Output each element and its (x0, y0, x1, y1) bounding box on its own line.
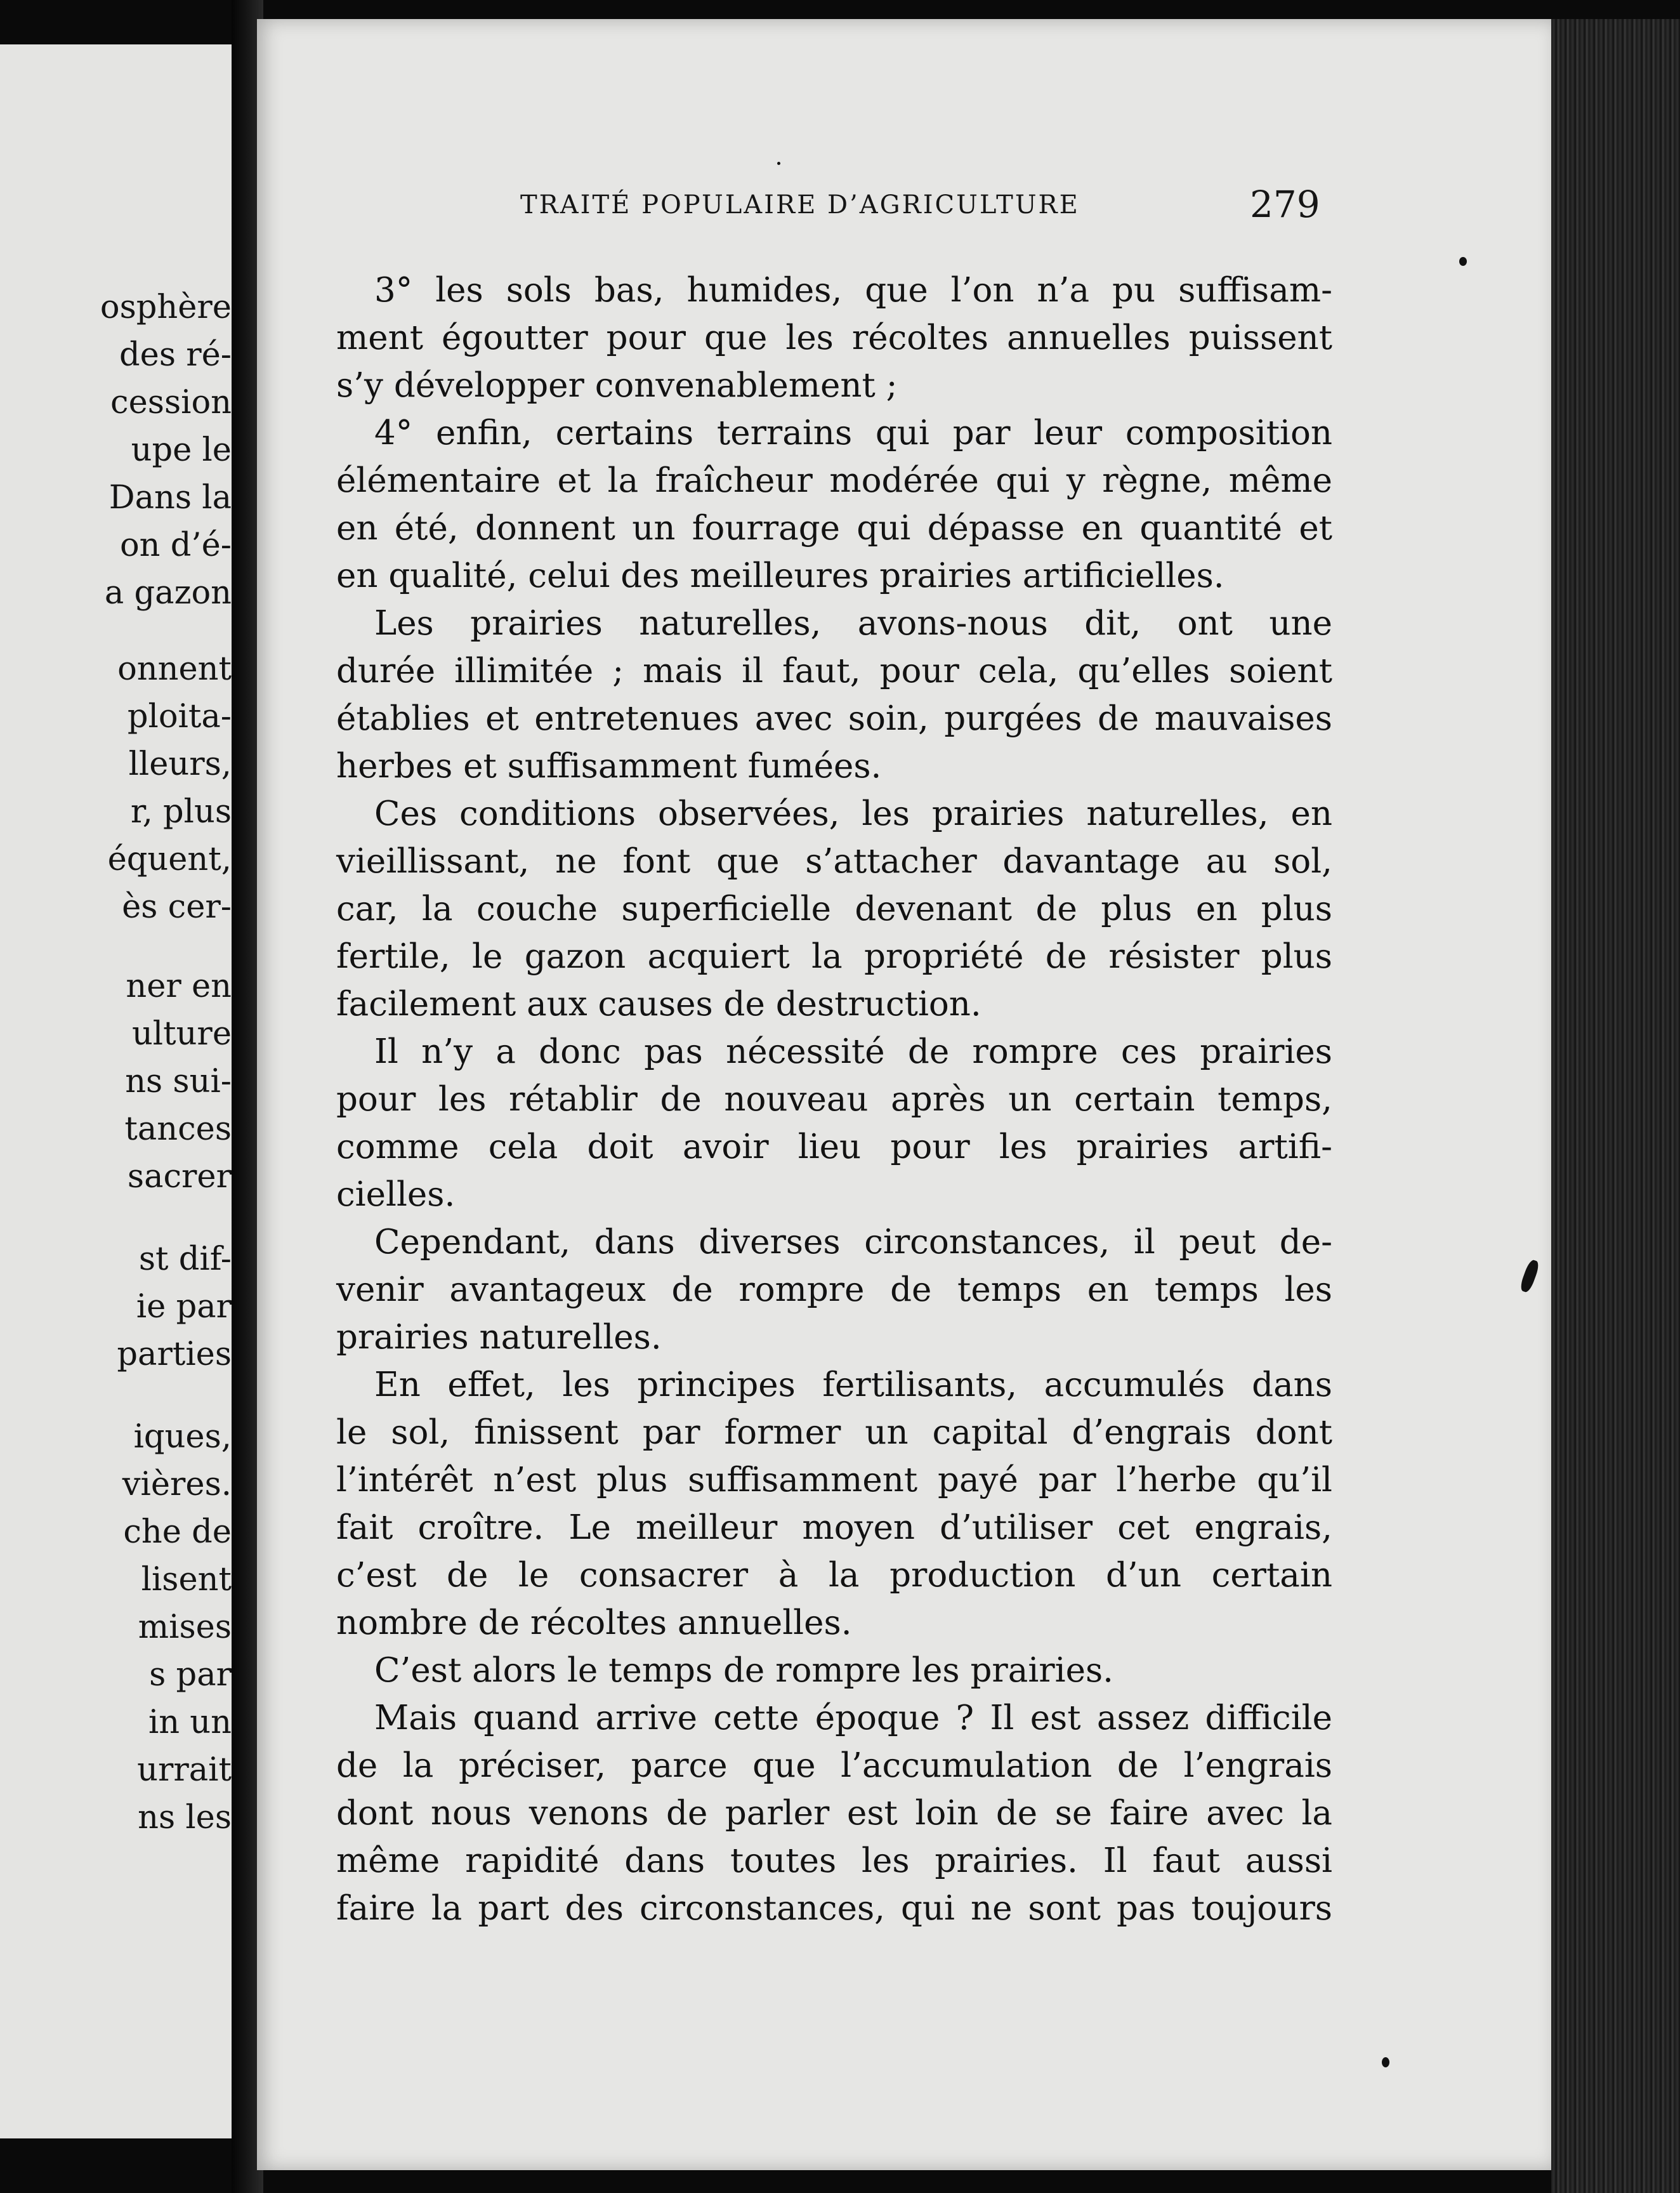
text-line: ment égoutter pour que les récoltes annuelles puissent (336, 319, 1332, 357)
facing-page-line: ns les (138, 1799, 232, 1836)
text-line: l’intérêt n’est plus suffisamment payé par l’herbe qu’il (336, 1461, 1332, 1499)
text-line: prairies naturelles. (336, 1318, 662, 1357)
page-number: 279 (1250, 183, 1320, 226)
text-line: Il n’y a donc pas nécessité de rompre ces prairies (374, 1032, 1332, 1071)
text-line: C’est alors le temps de rompre les prairies. (374, 1651, 1113, 1690)
facing-page-line: on d’é- (119, 527, 232, 564)
text-line: dont nous venons de parler est loin de se faire avec la (336, 1794, 1332, 1833)
text-line: 3° les sols bas, humides, que l’on n’a pu suffisam- (374, 271, 1332, 310)
facing-page-line: urrait (137, 1751, 232, 1789)
facing-page-line: ns sui- (125, 1063, 232, 1100)
facing-page-line: in un (148, 1704, 232, 1741)
scan-speck (1459, 257, 1467, 266)
text-line: pour les rétablir de nouveau après un certain temps, (336, 1080, 1332, 1119)
facing-page-line: upe le (131, 431, 232, 469)
text-line: élémentaire et la fraîcheur modérée qui y règne, même (336, 461, 1332, 500)
text-line: le sol, finissent par former un capital d’engrais dont (336, 1413, 1332, 1452)
text-line: c’est de le consacrer à la production d’un certain (336, 1556, 1332, 1595)
facing-page-line: équent, (107, 841, 232, 878)
facing-page-line: des ré- (119, 336, 232, 374)
text-line: Ces conditions observées, les prairies naturelles, en (374, 794, 1332, 833)
facing-page-line: lleurs, (128, 746, 232, 783)
text-line: établies et entretenues avec soin, purgées de mauvaises (336, 699, 1332, 738)
text-line: même rapidité dans toutes les prairies. Il faut aussi (336, 1841, 1332, 1880)
facing-page-line: st dif- (138, 1241, 232, 1278)
facing-page-line: ie par (136, 1288, 232, 1326)
facing-page-line: mises (138, 1609, 232, 1646)
facing-page-line: tances (124, 1110, 232, 1148)
facing-page-line: sacrer (127, 1158, 232, 1195)
facing-page-line: parties (117, 1336, 232, 1373)
facing-page-line: r, plus (130, 793, 232, 831)
text-line: herbes et suffisamment fumées. (336, 747, 882, 786)
text-line: s’y développer convenablement ; (336, 366, 898, 405)
text-line: Mais quand arrive cette époque ? Il est assez difficile (374, 1699, 1332, 1737)
facing-page-line: onnent (117, 650, 232, 688)
text-line: venir avantageux de rompre de temps en temps les (336, 1270, 1332, 1309)
page-edges (1551, 19, 1680, 2193)
facing-page-line: Dans la (108, 479, 232, 517)
text-line: fait croître. Le meilleur moyen d’utiliser cet engrais, (336, 1508, 1332, 1547)
text-line: en qualité, celui des meilleures prairies artificielles. (336, 556, 1224, 595)
text-line: comme cela doit avoir lieu pour les prairies artifi- (336, 1128, 1332, 1166)
text-line: fertile, le gazon acquiert la propriété de résister plus (336, 937, 1332, 976)
facing-page-fragment (0, 44, 232, 2138)
text-line: car, la couche superficielle devenant de plus en plus (336, 890, 1332, 928)
scan-speck (777, 162, 780, 165)
facing-page-line: a gazon (104, 574, 232, 612)
text-line: durée illimitée ; mais il faut, pour cela, qu’elles soient (336, 652, 1332, 690)
facing-page-line: osphère (100, 289, 232, 326)
text-line: cielles. (336, 1175, 456, 1214)
text-line: facilement aux causes de destruction. (336, 985, 981, 1024)
text-line: Les prairies naturelles, avons-nous dit, ont une (374, 604, 1332, 643)
text-line: 4° enfin, certains terrains qui par leur composition (374, 414, 1332, 452)
facing-page-line: s par (149, 1656, 232, 1694)
text-line: Cependant, dans diverses circonstances, il peut de- (374, 1223, 1332, 1261)
running-head: TRAITÉ POPULAIRE D’AGRICULTURE (520, 190, 1080, 220)
scan-speck (1382, 2057, 1389, 2067)
facing-page-line: ulture (131, 1015, 232, 1053)
text-line: vieillissant, ne font que s’attacher davantage au sol, (336, 842, 1332, 881)
facing-page-line: lisent (141, 1561, 232, 1598)
facing-page-line: cession (110, 384, 232, 421)
facing-page-line: iques, (133, 1418, 232, 1456)
facing-page-line: ploita- (127, 698, 232, 735)
facing-page-line: ès cer- (122, 888, 232, 926)
text-line: de la préciser, parce que l’accumulation de l’engrais (336, 1746, 1332, 1785)
text-line: nombre de récoltes annuelles. (336, 1604, 852, 1642)
text-line: En effet, les principes fertilisants, accumulés dans (374, 1366, 1332, 1404)
text-line: en été, donnent un fourrage qui dépasse en quantité et (336, 509, 1332, 548)
facing-page-line: vières. (122, 1466, 232, 1503)
text-line: faire la part des circonstances, qui ne sont pas toujours (336, 1889, 1332, 1928)
facing-page-line: che de (123, 1513, 232, 1551)
facing-page-line: ner en (126, 968, 232, 1005)
page-body-text (336, 267, 1332, 1932)
